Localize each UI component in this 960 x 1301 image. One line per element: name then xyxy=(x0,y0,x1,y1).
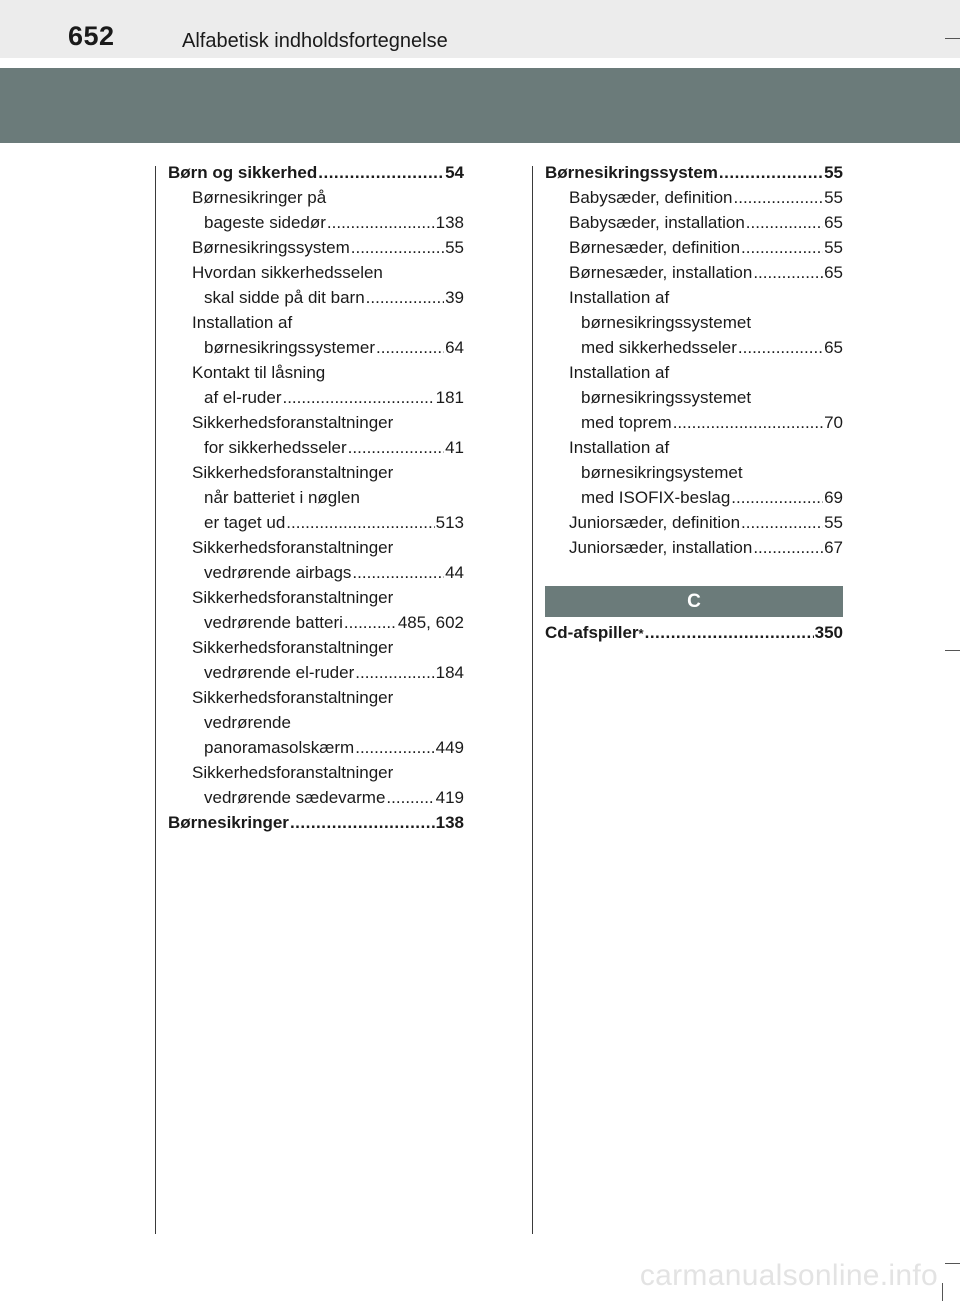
page-reference: 69 xyxy=(824,488,843,507)
watermark: carmanualsonline.info xyxy=(639,1259,938,1292)
index-sub-entry xyxy=(545,285,843,360)
page-reference: 65 xyxy=(824,338,843,357)
entry-text: vedrørende batteri xyxy=(204,613,343,632)
entry-text: Hvordan sikkerhedsselen xyxy=(192,263,383,282)
dot-leader xyxy=(719,160,823,185)
index-sub-entry xyxy=(168,685,464,760)
entry-leader-line xyxy=(192,510,464,535)
entry-text: Sikkerhedsforanstaltninger xyxy=(192,688,394,707)
dot-leader xyxy=(386,785,434,810)
page-reference: 419 xyxy=(435,788,464,807)
dot-leader xyxy=(282,385,434,410)
page-reference: 350 xyxy=(814,623,843,642)
dot-leader xyxy=(746,210,823,235)
entry-text: børnesikringsystemet xyxy=(581,463,743,482)
entry-text: Babysæder, definition xyxy=(569,188,733,207)
index-sub-entry xyxy=(545,210,843,235)
index-sub-entry xyxy=(168,635,464,685)
entry-leader-line xyxy=(192,235,464,260)
entry-leader-line xyxy=(192,660,464,685)
dot-leader xyxy=(351,235,444,260)
entry-leader-line xyxy=(569,185,843,210)
entry-leader-line xyxy=(192,335,464,360)
entry-text: Installation af xyxy=(569,438,670,457)
entry-text: med sikkerhedsseler xyxy=(581,338,737,357)
left-column-rule xyxy=(155,166,156,1234)
index-sub-entry xyxy=(168,585,464,635)
crop-mark xyxy=(942,1283,943,1301)
entry-leader-line xyxy=(569,410,843,435)
entry-leader-line xyxy=(192,385,464,410)
dot-leader xyxy=(344,610,397,635)
index-column-left xyxy=(168,160,464,835)
page-reference: 55 xyxy=(824,513,843,532)
entry-leader-line xyxy=(192,785,464,810)
entry-text: børnesikringssystemer xyxy=(204,338,375,357)
header-band xyxy=(0,68,960,143)
index-sub-entry xyxy=(168,360,464,410)
dot-leader xyxy=(318,160,444,185)
entry-text: panoramasolskærm xyxy=(204,738,355,757)
entry-leader-line xyxy=(569,235,843,260)
entry-text: Installation af xyxy=(569,288,670,307)
crop-mark xyxy=(945,38,960,39)
entry-text: børnesikringssystemet xyxy=(581,313,752,332)
index-column-right xyxy=(545,160,843,645)
entry-text: af el-ruder xyxy=(204,388,282,407)
entry-leader-line xyxy=(569,210,843,235)
entry-leader-line xyxy=(192,560,464,585)
entry-text: Sikkerhedsforanstaltninger xyxy=(192,413,394,432)
dot-leader xyxy=(286,510,434,535)
entry-text: Installation af xyxy=(192,313,293,332)
index-sub-entry xyxy=(545,535,843,560)
entry-text: Juniorsæder, installation xyxy=(569,538,753,557)
index-sub-entry xyxy=(168,535,464,585)
index-sub-entry xyxy=(168,185,464,235)
entry-text: vedrørende sædevarme xyxy=(204,788,386,807)
entry-leader-line xyxy=(569,335,843,360)
entry-leader-line xyxy=(192,285,464,310)
page-reference: 64 xyxy=(445,338,464,357)
entry-text: Børnesæder, installation xyxy=(569,263,753,282)
dot-leader xyxy=(348,435,444,460)
entry-text: Kontakt til låsning xyxy=(192,363,326,382)
page-reference: 70 xyxy=(824,413,843,432)
page-reference: 485, 602 xyxy=(397,613,464,632)
page-reference: 55 xyxy=(824,238,843,257)
page-number: 652 xyxy=(68,21,115,51)
index-sub-entry xyxy=(168,235,464,260)
page-reference: 55 xyxy=(445,238,464,257)
dot-leader xyxy=(355,660,434,685)
index-sub-entry xyxy=(168,460,464,535)
right-column-rule xyxy=(532,166,533,1234)
entry-text: Cd-afspiller xyxy=(545,623,639,642)
index-main-entry xyxy=(545,620,843,645)
entry-text: Børnesikringssystem xyxy=(545,163,718,182)
entry-leader-line xyxy=(168,160,464,185)
entry-text: skal sidde på dit barn xyxy=(204,288,365,307)
entry-text: vedrørende xyxy=(204,713,291,732)
entry-leader-line xyxy=(192,210,464,235)
entry-text: Sikkerhedsforanstaltninger xyxy=(192,638,394,657)
dot-leader xyxy=(352,560,444,585)
entry-text: Børnesikringer xyxy=(168,813,289,832)
entry-text: når batteriet i nøglen xyxy=(204,488,360,507)
entry-text: vedrørende el-ruder xyxy=(204,663,355,682)
entry-leader-line xyxy=(545,160,843,185)
entry-leader-line xyxy=(168,810,464,835)
entry-text: Sikkerhedsforanstaltninger xyxy=(192,763,394,782)
page-reference: 55 xyxy=(824,188,843,207)
dot-leader xyxy=(734,185,824,210)
page-reference: 55 xyxy=(824,163,843,182)
entry-text: Sikkerhedsforanstaltninger xyxy=(192,538,394,557)
section-letter-c: C xyxy=(545,586,843,617)
dot-leader xyxy=(753,535,823,560)
dot-leader xyxy=(753,260,823,285)
entry-text: Installation af xyxy=(569,363,670,382)
entry-text: vedrørende airbags xyxy=(204,563,352,582)
dot-leader xyxy=(673,410,823,435)
page-reference: 39 xyxy=(445,288,464,307)
index-main-entry xyxy=(168,160,464,185)
index-main-entry xyxy=(545,160,843,185)
page-reference: 138 xyxy=(435,813,464,832)
index-sub-entry xyxy=(545,235,843,260)
dot-leader xyxy=(355,735,434,760)
index-group-b xyxy=(545,160,843,560)
entry-leader-line xyxy=(192,435,464,460)
index-sub-entry xyxy=(545,260,843,285)
page-reference: 41 xyxy=(445,438,464,457)
index-sub-entry xyxy=(545,360,843,435)
page-title: Alfabetisk indholdsfortegnelse xyxy=(182,30,448,52)
page-reference: 184 xyxy=(435,663,464,682)
dot-leader xyxy=(741,235,823,260)
entry-text: for sikkerhedsseler xyxy=(204,438,347,457)
entry-text: Sikkerhedsforanstaltninger xyxy=(192,463,394,482)
entry-leader-line xyxy=(569,510,843,535)
index-main-entry xyxy=(168,810,464,835)
entry-leader-line xyxy=(192,735,464,760)
crop-mark xyxy=(945,1263,960,1264)
index-sub-entry xyxy=(168,310,464,360)
entry-text: Børnesikringer på xyxy=(192,188,327,207)
index-sub-entry xyxy=(545,185,843,210)
entry-leader-line xyxy=(569,485,843,510)
page-reference: 54 xyxy=(445,163,464,182)
page-reference: 65 xyxy=(824,213,843,232)
entry-text: med toprem xyxy=(581,413,672,432)
dot-leader xyxy=(645,620,814,645)
index-sub-entry xyxy=(545,510,843,535)
entry-text: Juniorsæder, definition xyxy=(569,513,741,532)
page-reference: 449 xyxy=(435,738,464,757)
entry-text: Børnesæder, definition xyxy=(569,238,741,257)
entry-text: Babysæder, installation xyxy=(569,213,745,232)
page-reference: 181 xyxy=(435,388,464,407)
crop-mark xyxy=(945,650,960,651)
entry-text: Børnesikringssystem xyxy=(192,238,350,257)
entry-text: Sikkerhedsforanstaltninger xyxy=(192,588,394,607)
entry-text: bageste sidedør xyxy=(204,213,326,232)
dot-leader xyxy=(741,510,823,535)
index-sub-entry xyxy=(168,260,464,310)
index-sub-entry xyxy=(545,435,843,510)
entry-leader-line xyxy=(569,260,843,285)
entry-leader-line xyxy=(569,535,843,560)
dot-leader xyxy=(738,335,823,360)
page-reference: 44 xyxy=(445,563,464,582)
entry-text: med ISOFIX-beslag xyxy=(581,488,731,507)
entry-text: børnesikringssystemet xyxy=(581,388,752,407)
page-reference: 67 xyxy=(824,538,843,557)
entry-text: er taget ud xyxy=(204,513,286,532)
dot-leader xyxy=(366,285,444,310)
index-group-c xyxy=(545,620,843,645)
entry-leader-line: Cd-afspiller * ..... 350 xyxy=(545,620,843,645)
dot-leader xyxy=(290,810,435,835)
page-reference: 138 xyxy=(435,213,464,232)
index-sub-entry xyxy=(168,760,464,810)
index-sub-entry xyxy=(168,410,464,460)
page-reference: 513 xyxy=(435,513,464,532)
dot-leader xyxy=(376,335,444,360)
entry-text: Børn og sikkerhed xyxy=(168,163,318,182)
dot-leader xyxy=(327,210,435,235)
dot-leader xyxy=(731,485,823,510)
page-reference: 65 xyxy=(824,263,843,282)
header-strip xyxy=(0,0,960,58)
entry-leader-line xyxy=(192,610,464,635)
